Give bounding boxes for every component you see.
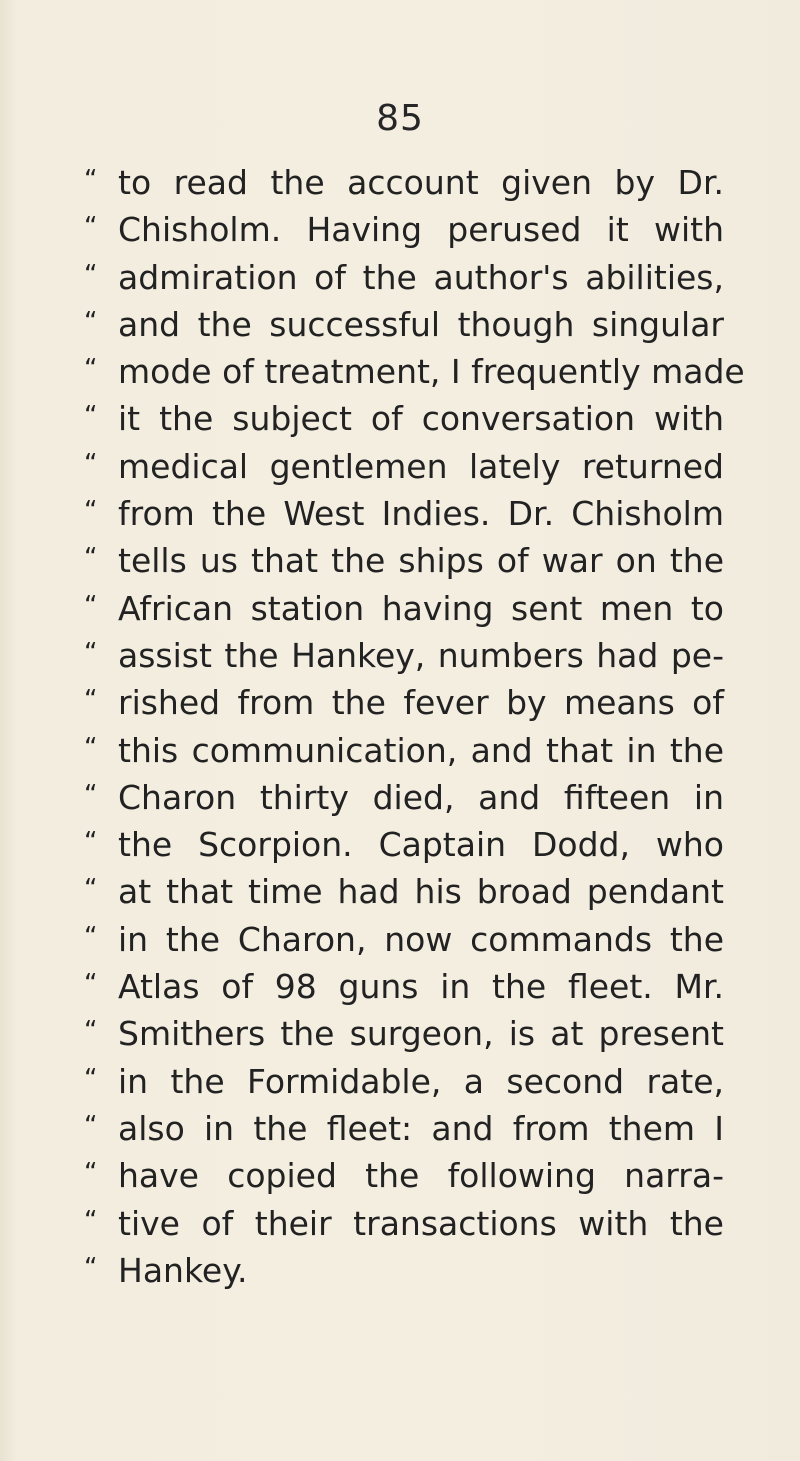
- line-text: assist the Hankey, numbers had pe-: [118, 635, 724, 675]
- text-line: [84, 677, 724, 724]
- line-text: admiration of the author's abilities,: [118, 257, 724, 297]
- line-text: Chisholm. Having perused it with: [118, 210, 724, 250]
- text-line: [84, 346, 745, 393]
- text-line: [84, 772, 724, 819]
- quote-mark: “: [84, 259, 98, 290]
- line-text: from the West Indies. Dr. Chisholm: [118, 494, 724, 534]
- quote-mark: “: [84, 590, 98, 621]
- text-line: [84, 725, 724, 772]
- quote-mark: “: [84, 306, 98, 337]
- line-text: rished from the fever by means of: [118, 683, 724, 723]
- line-text: have copied the following narra-: [118, 1156, 724, 1196]
- quote-mark: “: [84, 637, 98, 668]
- text-line: [84, 1245, 724, 1292]
- text-line: [84, 157, 724, 204]
- quote-mark: “: [84, 1205, 98, 1236]
- text-line: [84, 1103, 724, 1150]
- quote-mark: “: [84, 685, 98, 716]
- text-line: [84, 1198, 724, 1245]
- text-line: [84, 441, 724, 488]
- line-text: Smithers the surgeon, is at present: [118, 1014, 724, 1054]
- text-line: [84, 819, 724, 866]
- line-text: Hankey.: [118, 1250, 248, 1290]
- line-text: the Scorpion. Captain Dodd, who: [118, 825, 724, 865]
- line-text: tive of their transactions with the: [118, 1203, 724, 1243]
- quote-mark: “: [84, 969, 98, 1000]
- line-text: and the successful though singular: [118, 304, 724, 344]
- line-text: medical gentlemen lately returned: [118, 446, 724, 486]
- line-text: in the Formidable, a second rate,: [118, 1061, 724, 1101]
- quote-mark: “: [84, 779, 98, 810]
- text-line: [84, 488, 724, 535]
- line-text: African station having sent men to: [118, 588, 724, 628]
- text-line: [84, 1056, 724, 1103]
- text-line: [84, 1150, 724, 1197]
- text-line: [84, 961, 724, 1008]
- line-text: it the subject of conversation with: [118, 399, 724, 439]
- quote-mark: “: [84, 401, 98, 432]
- line-text: Charon thirty died, and fifteen in: [118, 777, 724, 817]
- quote-mark: “: [84, 1158, 98, 1189]
- text-line: [84, 866, 724, 913]
- text-line: [84, 393, 724, 440]
- quote-mark: “: [84, 1110, 98, 1141]
- quote-mark: “: [84, 827, 98, 858]
- quote-mark: “: [84, 448, 98, 479]
- quote-mark: “: [84, 496, 98, 527]
- quote-mark: “: [84, 921, 98, 952]
- text-line: [84, 252, 724, 299]
- quote-mark: “: [84, 874, 98, 905]
- line-text: Atlas of 98 guns in the fleet. Mr.: [118, 967, 724, 1007]
- text-line: [84, 299, 724, 346]
- line-text: mode of treatment, I frequently made: [118, 352, 745, 392]
- line-text: tells us that the ships of war on the: [118, 541, 724, 581]
- quote-mark: “: [84, 732, 98, 763]
- line-text: at that time had his broad pendant: [118, 872, 724, 912]
- page-number: 85: [376, 98, 424, 139]
- line-text: to read the account given by Dr.: [118, 163, 724, 202]
- line-text: in the Charon, now commands the: [118, 919, 724, 959]
- text-line: [84, 630, 724, 677]
- quote-mark: “: [84, 354, 98, 385]
- quote-mark: “: [84, 543, 98, 574]
- text-line: [84, 583, 724, 630]
- quote-mark: “: [84, 1252, 98, 1283]
- body-text: [84, 157, 745, 1292]
- quote-mark: “: [84, 212, 98, 243]
- text-line: [84, 914, 724, 961]
- quote-mark: “: [84, 165, 98, 195]
- line-text: this communication, and that in the: [118, 730, 724, 770]
- text-line: [84, 535, 724, 582]
- quote-mark: “: [84, 1016, 98, 1047]
- line-text: also in the fleet: and from them I: [118, 1108, 724, 1148]
- text-line: [84, 1008, 724, 1055]
- text-line: [84, 204, 724, 251]
- quote-mark: “: [84, 1063, 98, 1094]
